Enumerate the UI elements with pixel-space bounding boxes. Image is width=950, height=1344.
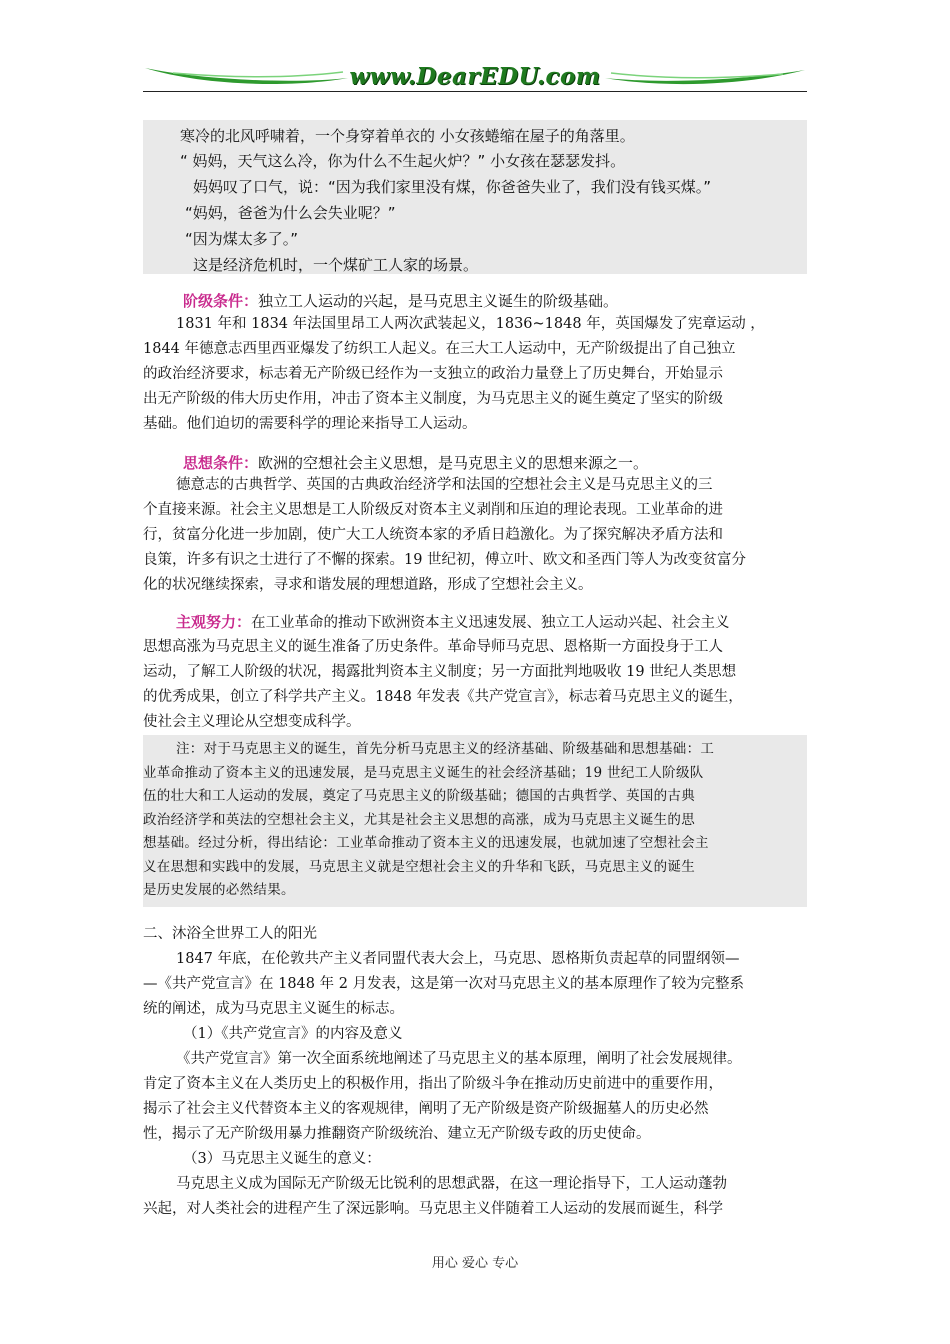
thought-condition-paragraph — [143, 473, 807, 598]
subjective-effort-paragraph — [143, 610, 807, 735]
note-line: 想基础。经过分析，得出结论：工业革命推动了资本主义的迅速发展，也就加速了空想社会主 — [143, 835, 709, 851]
paragraph-line: 思想高涨为马克思主义的诞生准备了历史条件。革命导师马克思、恩格斯一方面投身于工人 — [143, 639, 723, 655]
paragraph-line: 个直接来源。社会主义思想是工人阶级反对资本主义剥削和压迫的理论表现。工业革命的进 — [143, 502, 723, 518]
class-condition-heading — [183, 290, 618, 311]
note-line: 伍的壮大和工人运动的发展，奠定了马克思主义的阶级基础；德国的古典哲学、英国的古典 — [143, 788, 695, 804]
paragraph-line — [143, 610, 807, 635]
note-box — [143, 735, 807, 907]
class-condition-paragraph — [143, 312, 807, 437]
paragraph-line: 运动，了解工人阶级的状况，揭露批判资本主义制度；另一方面批判地吸收 19 世纪人类思想 — [143, 664, 737, 680]
story-line: 这是经济危机时，一个煤矿工人家的场景。 — [193, 256, 479, 274]
subsection-1-title: （1）《共产党宣言》的内容及意义 — [183, 1026, 403, 1042]
story-box — [143, 120, 807, 274]
story-line: “妈妈，爸爸为什么会失业呢？” — [185, 204, 396, 222]
story-line: “ 妈妈，天气这么冷，你为什么不生起火炉？” 小女孩在瑟瑟发抖。 — [180, 152, 626, 170]
page-header — [143, 58, 807, 94]
paragraph-line: 兴起，对人类社会的进程产生了深远影响。马克思主义伴随着工人运动的发展而诞生，科学 — [143, 1201, 723, 1217]
paragraph-line: —《共产党宣言》在 1848 年 2 月发表，这是第一次对马克思主义的基本原理作了较为完整系 — [143, 976, 745, 992]
paragraph-line: 1844 年德意志西里西亚爆发了纺织工人起义。在三大工人运动中，无产阶级提出了自己独立 — [143, 341, 736, 357]
paragraph-line: 使社会主义理论从空想变成科学。 — [143, 714, 361, 730]
paragraph-line: 良策，许多有识之士进行了不懈的探索。19 世纪初，傅立叶、欧文和圣西门等人为改变贫富分 — [143, 552, 747, 568]
paragraph-line: 德意志的古典哲学、英国的古典政治经济学和法国的空想社会主义是马克思主义的三 — [176, 477, 713, 493]
paragraph-line: 马克思主义成为国际无产阶级无比锐利的思想武器，在这一理论指导下，工人运动蓬勃 — [176, 1176, 727, 1192]
story-line: 妈妈叹了口气，说：“因为我们家里没有煤，你爸爸失业了，我们没有钱买煤。” — [193, 178, 712, 196]
header-divider — [143, 91, 807, 92]
note-line: 业革命推动了资本主义的迅速发展，是马克思主义诞生的社会经济基础；19 世纪工人阶级队 — [143, 764, 704, 781]
note-line: 政治经济学和英法的空想社会主义，尤其是社会主义思想的高涨，成为马克思主义诞生的思 — [143, 811, 695, 828]
subjective-effort-label: 主观努力： — [176, 613, 252, 631]
paragraph-line: 化的状况继续探索，寻求和谐发展的理想道路，形成了空想社会主义。 — [143, 577, 593, 593]
note-line: 是历史发展的必然结果。 — [143, 882, 295, 898]
subsection-3-title: （3）马克思主义诞生的意义： — [183, 1151, 381, 1167]
story-line: “因为煤太多了。” — [185, 230, 299, 248]
thought-condition-title: 欧洲的空想社会主义思想，是马克思主义的思想来源之一。 — [258, 454, 649, 472]
paragraph-line: 1847 年底，在伦敦共产主义者同盟代表大会上，马克思、恩格斯负责起草的同盟纲领— — [176, 951, 740, 967]
site-logo: www.DearEDU.com — [349, 63, 601, 90]
thought-condition-heading — [183, 452, 648, 473]
section-2-title: 二、沐浴全世界工人的阳光 — [143, 926, 317, 942]
paragraph-line: 出无产阶级的伟大历史作用，冲击了资本主义制度，为马克思主义的诞生奠定了坚实的阶级 — [143, 391, 723, 407]
section-2 — [143, 922, 807, 1222]
thought-condition-label: 思想条件： — [183, 454, 259, 472]
story-line: 寒冷的北风呼啸着，一个身穿着单衣的 小女孩蜷缩在屋子的角落里。 — [180, 127, 635, 145]
class-condition-title: 独立工人运动的兴起，是马克思主义诞生的阶级基础。 — [258, 292, 619, 310]
paragraph-line: 1831 年和 1834 年法国里昂工人两次武装起义，1836~1848 年，英国爆发了宪章运动 ， — [176, 316, 765, 332]
subjective-effort-first-line: 在工业革命的推动下欧洲资本主义迅速发展、独立工人运动兴起、社会主义 — [251, 615, 730, 631]
page-footer: 用心 爱心 专心 — [431, 1256, 519, 1271]
class-condition-label: 阶级条件： — [183, 292, 259, 310]
paragraph-line: 性，揭示了无产阶级用暴力推翻资产阶级统治、建立无产阶级专政的历史使命。 — [143, 1126, 651, 1142]
paragraph-line: 行，贫富分化进一步加剧，使广大工人统资本家的矛盾日趋激化。为了探究解决矛盾方法和 — [143, 527, 723, 543]
note-line: 注：对于马克思主义的诞生，首先分析马克思主义的经济基础、阶级基础和思想基础：工 — [176, 741, 715, 757]
paragraph-line: 统的阐述，成为马克思主义诞生的标志。 — [143, 1001, 404, 1017]
paragraph-line: 揭示了社会主义代替资本主义的客观规律，阐明了无产阶级是资产阶级掘墓人的历史必然 — [143, 1101, 709, 1117]
paragraph-line: 《共产党宣言》第一次全面系统地阐述了马克思主义的基本原理，阐明了社会发展规律。 — [176, 1051, 742, 1067]
paragraph-line: 的优秀成果，创立了科学共产主义。1848 年发表《共产党宣言》，标志着马克思主义的诞生， — [143, 689, 743, 705]
paragraph-line: 的政治经济要求，标志着无产阶级已经作为一支独立的政治力量登上了历史舞台，开始显示 — [143, 366, 723, 382]
paragraph-line: 肯定了资本主义在人类历史上的积极作用，指出了阶级斗争在推动历史前进中的重要作用， — [143, 1076, 723, 1092]
note-line: 义在思想和实践中的发展，马克思主义就是空想社会主义的升华和飞跃，马克思主义的诞生 — [143, 858, 695, 875]
paragraph-line: 基础。他们迫切的需要科学的理论来指导工人运动。 — [143, 416, 477, 432]
